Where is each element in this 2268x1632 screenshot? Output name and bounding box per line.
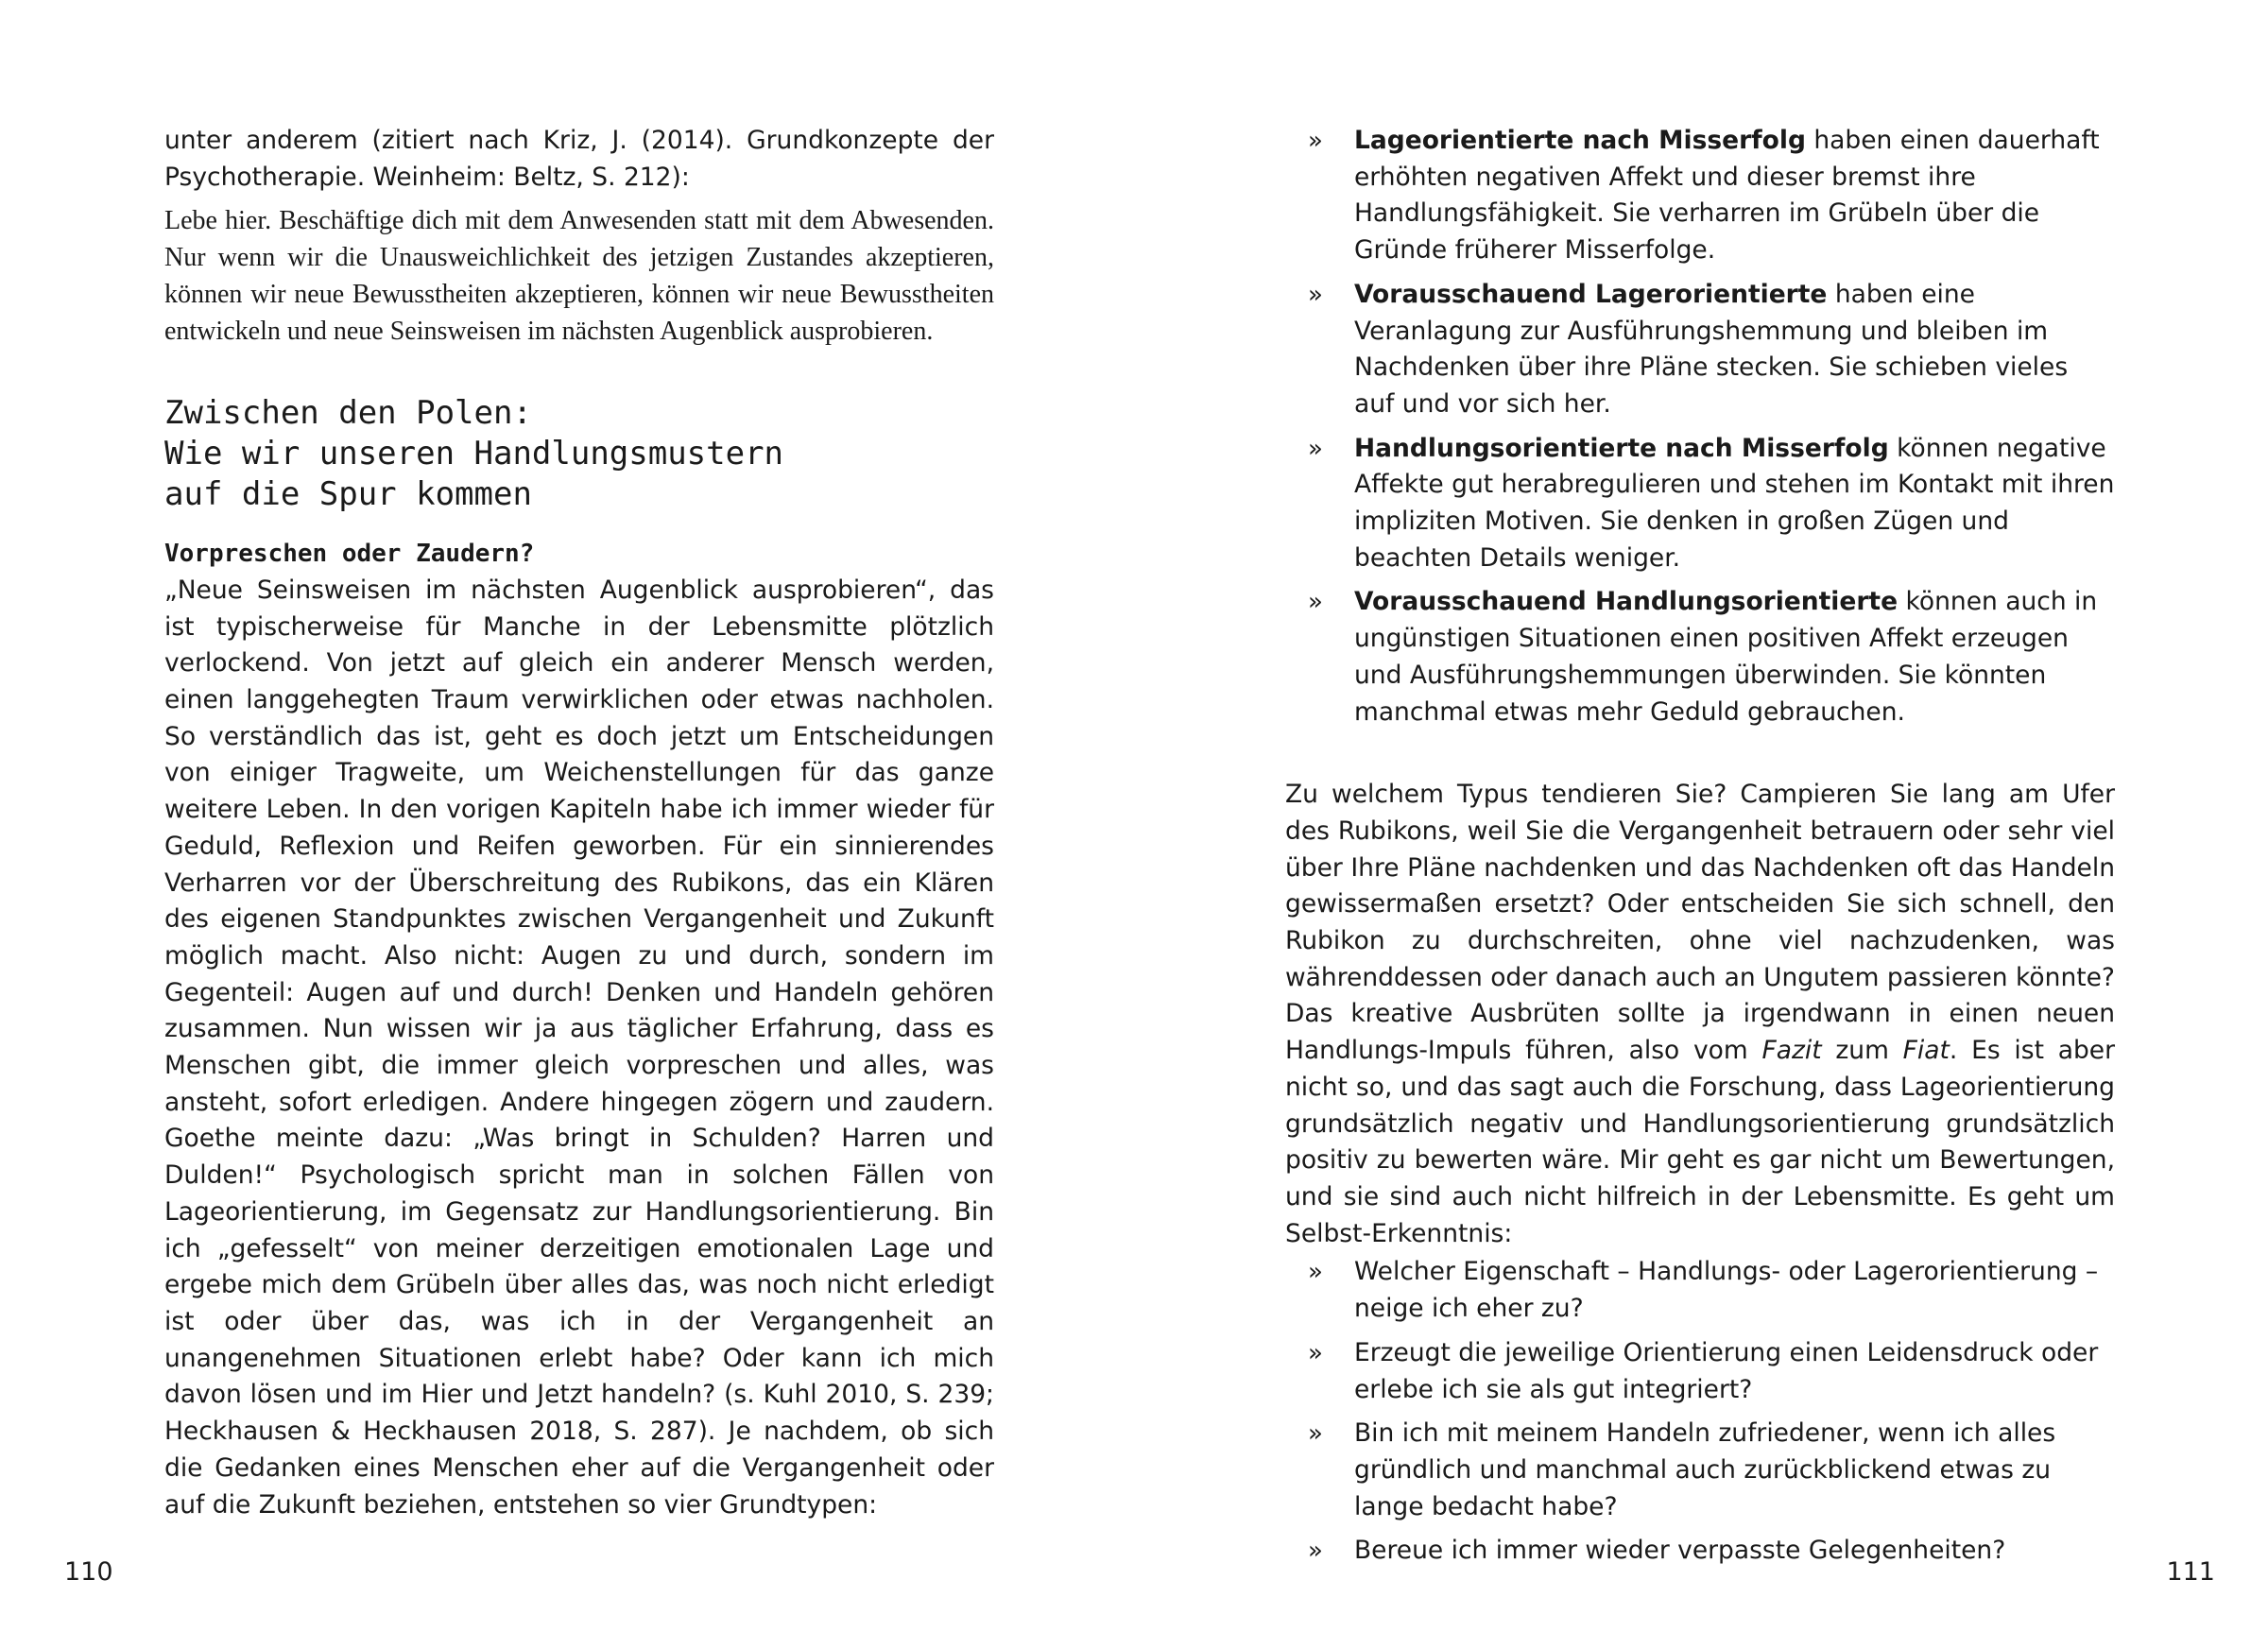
- type-term: Vorausschauend Lagerorientierte: [1354, 279, 1828, 309]
- emphasis-term: Fazit: [1761, 1036, 1822, 1066]
- right-page: [1134, 0, 2268, 1632]
- question-text: Welcher Eigenschaft – Handlungs- oder Lagerorientierung – neige ich eher zu?: [1354, 1257, 2099, 1324]
- paragraph-text: . Es ist aber nicht so, und das sagt auch die Forschung, dass Lageorientierung grundsätzlich negativ und Handlungsorientierung grundsätzlich positiv zu bewerten wäre. Mir geht es gar nicht um Bewertungen, und sie sind auch nicht hilfreich in der Lebensmitte. Es geht um Selbst-Erkenntnis:: [1285, 1036, 2115, 1248]
- list-item: [1285, 1335, 2115, 1408]
- list-item: [1285, 584, 2115, 730]
- paragraph-text: zum: [1821, 1036, 1903, 1066]
- intro-paragraph: unter anderem (zitiert nach Kriz, J. (2014). Grundkonzepte der Psychotherapie. Weinheim: Beltz, S. 212):: [164, 126, 994, 192]
- guillemet-bullet-icon: »: [1308, 588, 1323, 617]
- types-list: [1285, 123, 2115, 730]
- question-text: Erzeugt die jeweilige Orientierung einen Leidensdruck oder erlebe ich sie als gut integriert?: [1354, 1337, 2099, 1404]
- guillemet-bullet-icon: »: [1308, 127, 1323, 155]
- list-item: [1285, 1533, 2115, 1570]
- paragraph-text: Zu welchem Typus tendieren Sie? Campieren Sie lang am Ufer des Rubikons, weil Sie die Vergangenheit betrauern oder sehr viel über Ihre Pläne nachdenken und das Nachdenken oft das Handeln gewissermaßen ersetzt? Oder entscheiden Sie sich schnell, den Rubikon zu durchschreiten, ohne viel nachzudenken, was währenddessen oder danach auch an Ungutem passieren könnte? Das kreative Ausbrüten sollte ja irgendwann in einen neuen Handlungs-Impuls führen, also vom: [1285, 780, 2115, 1066]
- guillemet-bullet-icon: »: [1308, 1258, 1323, 1287]
- list-item: [1285, 277, 2115, 423]
- left-text-column: [164, 123, 994, 1523]
- type-term: Lageorientierte nach Misserfolg: [1354, 126, 1806, 155]
- guillemet-bullet-icon: »: [1308, 280, 1323, 309]
- section-heading-line-1: Zwischen den Polen:: [164, 394, 532, 433]
- question-text: Bin ich mit meinem Handeln zufriedener, wenn ich alles gründlich und manchmal auch zurückblickend etwas zu lange bedacht habe?: [1354, 1418, 2056, 1521]
- page-number-left: 110: [64, 1557, 113, 1587]
- paragraph-spacer: [1285, 738, 2115, 777]
- guillemet-bullet-icon: »: [1308, 1338, 1323, 1367]
- questions-list: [1285, 1254, 2115, 1570]
- page-number-right: 111: [2166, 1557, 2215, 1587]
- right-text-column: [1285, 123, 2115, 1577]
- guillemet-bullet-icon: »: [1308, 434, 1323, 463]
- reflection-paragraph: [1285, 777, 2115, 1252]
- type-term: Vorausschauend Handlungsorientierte: [1354, 587, 1899, 617]
- list-item: [1285, 123, 2115, 269]
- type-description: können auch in ungünstigen Situationen einen positiven Affekt erzeugen und Ausführungshemmungen überwinden. Sie könnten manchmal etwas mehr Geduld gebrauchen.: [1354, 587, 2098, 727]
- body-paragraph: „Neue Seinsweisen im nächsten Augenblick ausprobieren“, das ist typischerweise für Manche in der Lebensmitte plötzlich verlockend. Von jetzt auf gleich ein anderer Mensch werden, einen langgehegten Traum verwirklichen oder etwas nachholen. So verständlich das ist, geht es doch jetzt um Entscheidungen von einiger Tragweite, um Weichenstellungen für das ganze weitere Leben. In den vorigen Kapiteln habe ich immer wieder für Geduld, Reflexion und Reifen geworben. Für ein sinnierendes Verharren vor der Überschreitung des Rubikons, das ein Klären des eigenen Standpunktes zwischen Vergangenheit und Zukunft möglich macht. Also nicht: Augen zu und durch, sondern im Gegenteil: Augen auf und durch! Denken und Handeln gehören zusammen. Nun wissen wir ja aus täglicher Erfahrung, dass es Menschen gibt, die immer gleich vorpreschen und alles, was ansteht, sofort erledigen. Andere hingegen zögern und zaudern. Goethe meinte dazu: „Was bringt in Schulden? Harren und Dulden!“ Psychologisch spricht man in solchen Fällen von Lageorientierung, im Gegensatz zur Handlungsorientierung. Bin ich „gefesselt“ von meiner derzeitigen emotionalen Lage und ergebe mich dem Grübeln über alles das, was noch nicht erledigt ist oder über das, was ich in der Vergangenheit an unangenehmen Situationen erlebt habe? Oder kann ich mich davon lösen und im Hier und Jetzt handeln? (s. Kuhl 2010, S. 239; Heckhausen & Heckhausen 2018, S. 287). Je nachdem, ob sich die Gedanken eines Menschen eher auf die Vergangenheit oder auf die Zukunft beziehen, entstehen so vier Grundtypen:: [164, 575, 994, 1520]
- guillemet-bullet-icon: »: [1308, 1537, 1323, 1566]
- section-heading-line-2: Wie wir unseren Handlungsmustern: [164, 435, 784, 473]
- list-item: [1285, 1254, 2115, 1327]
- type-description: können negative Affekte gut herabregulieren und stehen im Kontakt mit ihren impliziten Motiven. Sie denken in großen Zügen und beachten Details weniger.: [1354, 433, 2115, 573]
- block-quote: Lebe hier. Beschäftige dich mit dem Anwesenden statt mit dem Abwesenden. Nur wenn wir die Unausweichlichkeit des jetzigen Zustandes akzeptieren, können wir neue Bewusstheiten akzeptieren, können wir neue Bewusstheiten entwickeln und neue Seinsweisen im nächsten Augenblick ausprobieren.: [164, 206, 994, 346]
- section-heading: [164, 393, 994, 515]
- type-term: Handlungsorientierte nach Misserfolg: [1354, 433, 1889, 463]
- guillemet-bullet-icon: »: [1308, 1419, 1323, 1449]
- subsection-heading: Vorpreschen oder Zaudern?: [164, 540, 535, 569]
- list-item: [1285, 431, 2115, 577]
- section-heading-line-3: auf die Spur kommen: [164, 475, 532, 514]
- type-description: haben einen dauerhaft erhöhten negativen Affekt und dieser bremst ihre Handlungsfähigkeit. Sie verharren im Grübeln über die Gründe früherer Misserfolge.: [1354, 126, 2100, 266]
- emphasis-term: Fiat: [1902, 1036, 1950, 1066]
- type-description: haben eine Veranlagung zur Ausführungshemmung und bleiben im Nachdenken über ihre Pläne stecken. Sie schieben vieles auf und vor sich her.: [1354, 279, 2069, 419]
- question-text: Bereue ich immer wieder verpasste Gelegenheiten?: [1354, 1536, 2006, 1566]
- list-item: [1285, 1416, 2115, 1525]
